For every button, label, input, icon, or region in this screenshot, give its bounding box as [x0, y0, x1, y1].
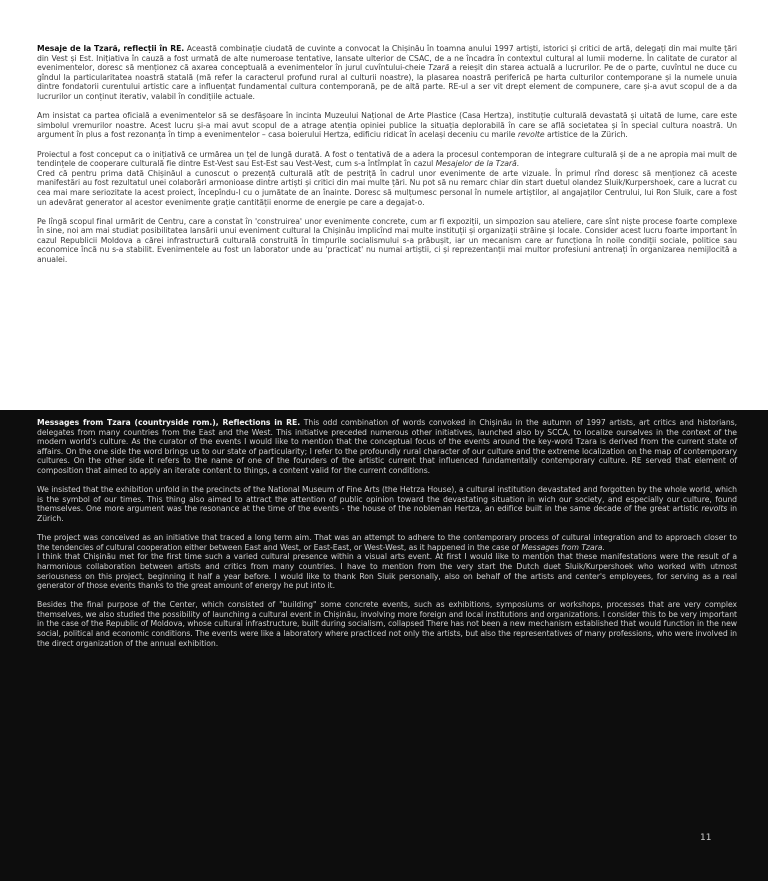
ro-p1-emphasis: Tzară	[428, 63, 450, 73]
en-p2-text-b: in Zürich.	[37, 504, 738, 523]
ro-p1-text-b: a reieșit din starea actuală a lucrurilor. Pe de o parte, cuvîntul ne duce cu gîndul la particularitatea noastră statală (mă refer la caracterul profund rural al culturii noastre), la plasarea noastră periferică pe harta culturilor contemporane și la numele unuia dintre fondatorii curentului artistic care a influențat fundamental cultura contemporană, pe de altă parte. RE-ul a ser vit drept element de compunere, care și-a avut scopul de a da lucrurilor un conținut iterativ, valabil în condițiile actuale.	[37, 63, 737, 101]
en-p1-text: This odd combination of words convoked in Chișinău in the autumn of 1997 artists, art critics and historians, delegates from many countries from the East and the West. This initiative preceded numerous other initiatives, launched also by SCCA, to localize ourselves in the context of the modern world's culture. As the curator of the events I would like to mention that the conceptual focus of the events around the key-word Tzara is derived from the current state of affairs. On the one side the word brings us to our state of particularity; I refer to the profoundly rural character of our culture and the extreme localization on the map of contemporary cultures. On the other side it refers to the name of one of the founders of the artistic current that influenced fundamentally contemporary culture. RE served that element of composition that aimed to apply an iterate content to things, a content valid for the current conditions.	[37, 418, 737, 475]
en-p3-text-a: The project was conceived as an initiative that traced a long term aim. That was an attempt to adhere to the contemporary process of cultural integration and to approach closer to the tendencies of cultural cooperation either between East and West, or East-East, or West-West, as it happened in the case of	[37, 533, 737, 552]
english-text-column	[37, 418, 737, 658]
ro-p2-text-b: artistice de la Zürich.	[544, 130, 628, 140]
ro-p2-emphasis: revolte	[517, 130, 545, 140]
en-paragraph-4: Besides the final purpose of the Center, which consisted of "building" some concrete events, such as exhibitions, symposiums or workshops, processes that are very complex themselves, we also studied the possibility of launching a cultural event in Chișinău, involving more foreign and local institutions and organizations. I consider this to be very important in the case of the Republic of Moldova, whose cultural infrastructure, built during socialism, collapsed There has not been a new mechanism established that would function in the new social, political and economic conditions. The events were like a laboratory where practiced not only the artists, but also the representatives of many professions, who were involved in the direct organization of the annual exhibition.	[37, 600, 737, 648]
ro-paragraph-2	[37, 111, 737, 140]
ro-paragraph-3	[37, 150, 737, 208]
en-heading: Messages from Tzara (countryside rom.), Reflections in RE.	[37, 418, 301, 427]
en-p3-text-b: .	[602, 542, 605, 552]
ro-p1-text-a: Această combinație ciudată de cuvinte a convocat la Chișinău în toamna anului 1997 artiști, istorici și critici de artă, delegați din mai multe țări din Vest și Est. Inițiativa în cauză a fost urmată de alte numeroase tentative, lansate ulterior de CSAC, de a ne încadra în contextul cultural al lumii moderne. În calitate de curator al evenimentelor, doresc să menționez că axarea conceptuală a evenimentelor în jurul cuvîntului-cheie	[37, 44, 737, 73]
ro-p3-text-b: .	[516, 159, 520, 169]
ro-p3-text-a: Proiectul a fost conceput ca o inițiativă ce urmărea un țel de lungă durată. A fost o tentativă de a adera la procesul contemporan de integrare culturală și de a ne apropia mai mult de tendințele de cooperare culturală fie dintre Est-Vest sau Est-Est sau Vest-Vest, cum s-a întîmplat în cazul	[37, 149, 737, 169]
ro-p2-text-a: Am insistat ca partea oficială a evenimentelor să se desfășoare în incinta Muzeului Național de Arte Plastice (Casa Hertza), instituție culturală devastată și uitată de lume, care este simbolul vremurilor noastre. Acest lucru și-a mai avut scopul de a atrage atenția opiniei publice la situația deplorabilă în care se află societatea și în special cultura noastră. Un argument în plus a fost rezonanța în timp a evenimentelor – casa boierului Hertza, edificiu ridicat în același deceniu cu marile	[37, 111, 737, 140]
en-p3-text-c: I think that Chișinău met for the first time such a varied cultural presence within a visual arts event. At first I would like to mention that these manifestations were the result of a harmonious collaboration between artists and critics from many countries. I have to mention from the very start the Dutch duet Sluik/Kurpershoek who worked with utmost seriousness on this project, beginning it half a year before. I would like to thank Ron Sluik personally, also on behalf of the artists and center's employees, for serving as a real generator of those events thanks to the great amount of energy he put into it.	[37, 552, 737, 591]
ro-paragraph-4: Pe lîngă scopul final urmărit de Centru, care a constat în 'construirea' unor evenimente concrete, cum ar fi expoziții, un simpozion sau ateliere, care sînt niște procese foarte complexe în sine, noi am mai studiat posibilitatea lansării unui eveniment cultural la Chișinău implicînd mai multe instituții și organizații străine și locale. Consider acest lucru foarte important în cazul Republicii Moldova a cărei infrastructură culturală construită în timpurile socialismului s-a prăbușit, iar un mecanism care ar funcționa în noile condiții sociale, politice sau economice încă nu s-a stabilit. Evenimentele au fost un laborator unde au 'practicat' nu numai artiștii, ci și reprezentanții mai multor profesiuni antrenați în organizarea nemijlocită a anualei.	[37, 216, 737, 265]
page-number: 11	[700, 833, 712, 843]
en-paragraph-2	[37, 485, 737, 523]
romanian-text-column	[37, 44, 737, 274]
ro-heading: Mesaje de la Tzară, reflecții în RE.	[37, 44, 185, 53]
en-paragraph-1	[37, 418, 737, 476]
ro-paragraph-1	[37, 44, 737, 102]
en-p3-emphasis: Messages from Tzara	[521, 542, 603, 552]
ro-p3-emphasis: Mesajelor de la Tzară	[435, 159, 517, 169]
english-section	[0, 410, 768, 881]
en-paragraph-3	[37, 533, 737, 591]
en-p2-emphasis: revolts	[701, 504, 728, 514]
romanian-section	[0, 0, 768, 410]
en-p2-text-a: We insisted that the exhibition unfold in the precincts of the National Museum of Fine Arts (the Hetrza House), a cultural institution devastated and forgotten by the whole world, which is the symbol of our times. This thing also aimed to attract the attention of public opinion toward the devastating situation in wich our society, and especially our culture, found themselves. One more argument was the resonance at the time of the events - the house of the nobleman Hertza, an edifice built in the same decade of the great artistic	[37, 485, 737, 514]
ro-p3-text-c: Cred că pentru prima dată Chișinăul a cunoscut o prezență culturală atît de pestriță în cadrul unor evenimente de arte vizuale. În primul rînd doresc să menționez că aceste manifestări au fost rezultatul unei colaborări armonioase dintre artiști și critici din mai multe țări. Nu pot să nu remarc chiar din start duetul olandez Sluik/Kurpershoek, care a lucrat cu cea mai mare seriozitate la acest proiect, începîndu-l cu o jumătate de an înainte. Doresc să mulțumesc personal în numele artiștilor, al angajaților Centrului, lui Ron Sluik, care a fost un adevărat generator al acestor evenimente grație cantității enorme de energie pe care a degajat-o.	[37, 168, 737, 207]
